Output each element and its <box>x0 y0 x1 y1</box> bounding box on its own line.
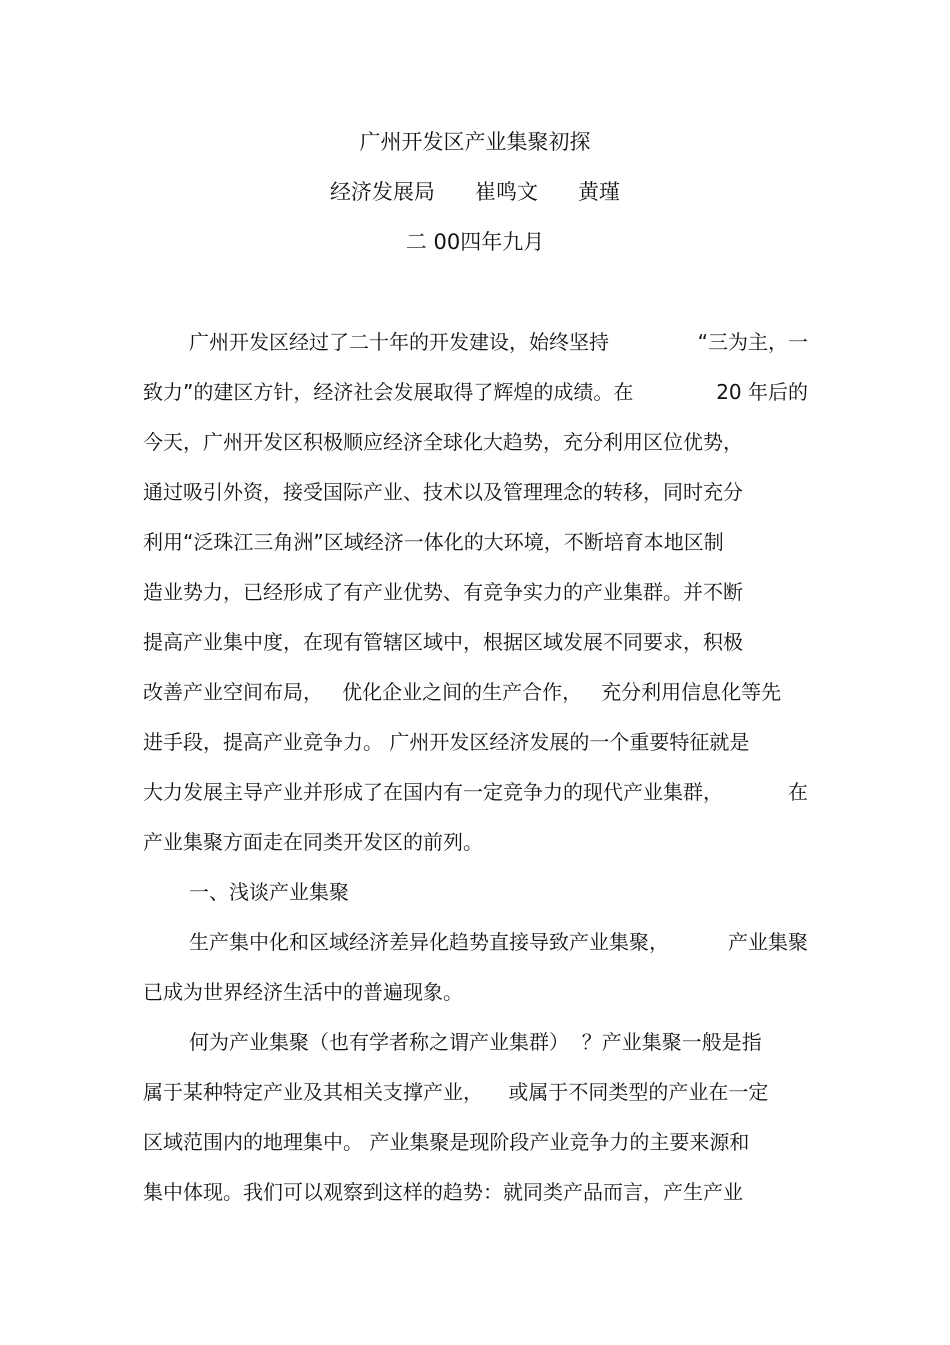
text-segment: 在 <box>788 780 808 804</box>
document-date: 二 00四年九月 <box>405 230 545 254</box>
text-line <box>189 928 808 956</box>
text-line: 已成为世界经济生活中的普遍现象。 <box>143 980 463 1004</box>
text-segment: 大力发展主导产业并形成了在国内有一定竞争力的现代产业集群， <box>143 780 723 804</box>
text-line: 进手段，提高产业竞争力。 广州开发区经济发展的一个重要特征就是 <box>143 730 750 754</box>
text-line: 通过吸引外资，接受国际产业、技术以及管理理念的转移，同时充分 <box>143 480 743 504</box>
text-line: 产业集聚方面走在同类开发区的前列。 <box>143 830 483 854</box>
text-segment: 致力”的建区方针，经济社会发展取得了辉煌的成绩。在 <box>143 380 634 404</box>
text-segment: 生产集中化和区域经济差异化趋势直接导致产业集聚， <box>189 930 669 954</box>
text-line: 属于某种特定产业及其相关支撑产业， 或属于不同类型的产业在一定 <box>143 1080 769 1104</box>
text-line <box>143 378 808 406</box>
text-line <box>143 778 808 806</box>
text-line <box>189 328 808 356</box>
text-segment: 20 年后的 <box>716 380 808 404</box>
text-line: 利用“泛珠江三角洲”区域经济一体化的大环境，不断培育本地区制 <box>143 530 724 554</box>
text-segment: 产业集聚 <box>728 930 808 954</box>
document-byline: 经济发展局 崔鸣文 黄瑾 <box>329 180 621 204</box>
text-line: 区域范围内的地理集中。 产业集聚是现阶段产业竞争力的主要来源和 <box>143 1130 750 1154</box>
document-title: 广州开发区产业集聚初探 <box>359 130 591 154</box>
text-line: 何为产业集聚（也有学者称之谓产业集群） ？产业集聚一般是指 <box>189 1030 762 1054</box>
text-line: 改善产业空间布局， 优化企业之间的生产合作， 充分利用信息化等先 <box>143 680 782 704</box>
text-segment: 广州开发区经过了二十年的开发建设，始终坚持 <box>189 330 609 354</box>
text-line: 今天，广州开发区积极顺应经济全球化大趋势，充分利用区位优势， <box>143 430 743 454</box>
text-line: 提高产业集中度，在现有管辖区域中，根据区域发展不同要求，积极 <box>143 630 743 654</box>
text-line: 造业势力，已经形成了有产业优势、有竞争实力的产业集群。并不断 <box>143 580 743 604</box>
text-line: 集中体现。我们可以观察到这样的趋势：就同类产品而言，产生产业 <box>143 1180 743 1204</box>
section-heading: 一、浅谈产业集聚 <box>189 880 349 904</box>
text-segment: “三为主，一 <box>697 330 808 354</box>
